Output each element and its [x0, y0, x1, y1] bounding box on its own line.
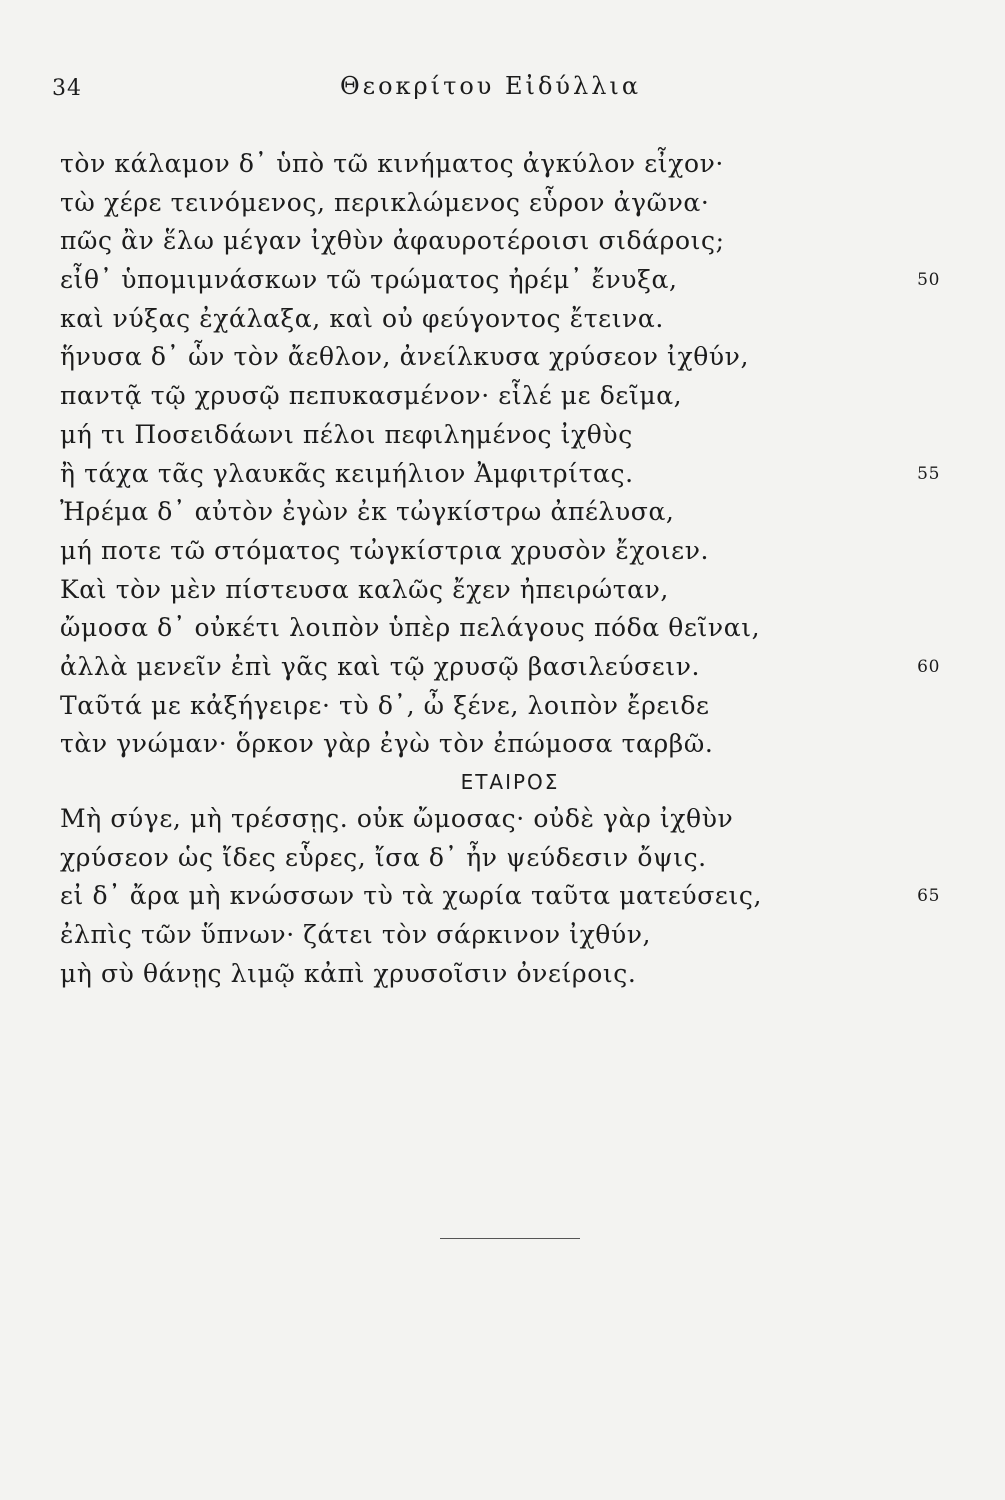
verse-line: [60, 532, 940, 571]
verse-text: χρύσεον ὡς ἴδες εὗρες, ἴσα δ᾽ ἦν ψεύδεσιν ὄψις.: [60, 842, 707, 872]
verse-text: καὶ νύξας ἐχάλαξα, καὶ οὐ φεύγοντος ἔτεινα.: [60, 303, 664, 333]
verse-text: Ταῦτά με κἀξήγειρε· τὺ δ᾽, ὦ ξένε, λοιπὸν ἔρειδε: [60, 690, 710, 720]
verse-line: [60, 687, 940, 726]
verse-line: [60, 300, 940, 339]
verse-text: πῶς ἂν ἕλω μέγαν ἰχθὺν ἀφαυροτέροισι σιδάροις;: [60, 226, 725, 256]
verse-text: Καὶ τὸν μὲν πίστευσα καλῶς ἔχεν ἠπειρώταν,: [60, 574, 669, 604]
running-title: Θεοκρίτου Εἰδύλλια: [340, 72, 642, 100]
verse-text: μή ποτε τῶ στόματος τὠγκίστρια χρυσὸν ἔχοιεν.: [60, 535, 710, 565]
line-number: 55: [917, 463, 940, 484]
verse-line: [60, 222, 940, 261]
line-number: 60: [917, 656, 940, 677]
verse-line: [60, 261, 940, 300]
verse-text: εἰ δ᾽ ἄρα μὴ κνώσσων τὺ τὰ χωρία ταῦτα ματεύσεις,: [60, 881, 762, 911]
verse-line: [60, 455, 940, 494]
line-number: 50: [917, 270, 940, 291]
verse-line: [60, 800, 940, 839]
verse-line: [60, 725, 940, 764]
verse-text: μὴ σὺ θάνῃς λιμῷ κἀπὶ χρυσοῖσιν ὀνείροις.: [60, 958, 637, 988]
verse-line: [60, 839, 940, 878]
verse-text: ἀλλὰ μενεῖν ἐπὶ γᾶς καὶ τῷ χρυσῷ βασιλεύσειν.: [60, 651, 701, 681]
verse-line: [60, 416, 940, 455]
verse-block: [60, 145, 940, 993]
verse-text: τὸν κάλαμον δ᾽ ὑπὸ τῶ κινήματος ἀγκύλον εἶχον·: [60, 149, 724, 178]
line-number: 65: [917, 886, 940, 907]
verse-text: ἥνυσα δ᾽ ὧν τὸν ἄεθλον, ἀνείλκυσα χρύσεον ἰχθύν,: [60, 342, 749, 372]
verse-line: [60, 145, 940, 184]
verse-line: [60, 877, 940, 916]
verse-line: [60, 955, 940, 994]
verse-line: [60, 338, 940, 377]
verse-line: [60, 493, 940, 532]
verse-text: τὼ χέρε τεινόμενος, περικλώμενος εὗρον ἀγῶνα·: [60, 187, 710, 217]
verse-line: [60, 571, 940, 610]
verse-text: τὰν γνώμαν· ὅρκον γὰρ ἐγὼ τὸν ἐπώμοσα ταρβῶ.: [60, 729, 714, 759]
verse-text: εἶθ᾽ ὑπομιμνάσκων τῶ τρώματος ἠρέμ᾽ ἔνυξα,: [60, 265, 678, 295]
verse-text: παντᾷ τῷ χρυσῷ πεπυκασμένον· εἷλέ με δεῖμα,: [60, 381, 683, 411]
page-number: 34: [52, 76, 82, 101]
verse-text: μή τι Ποσειδάωνι πέλοι πεφιλημένος ἰχθὺς: [60, 419, 633, 449]
verse-line: [60, 916, 940, 955]
section-divider: [440, 1238, 580, 1239]
verse-text: ἢ τάχα τᾶς γλαυκᾶς κειμήλιον Ἀμφιτρίτας.: [60, 458, 634, 488]
verse-line: [60, 609, 940, 648]
verse-line: [60, 184, 940, 223]
speaker-name: ΕΤΑΙΡΟΣ: [460, 770, 560, 794]
verse-text: ὤμοσα δ᾽ οὐκέτι λοιπὸν ὑπὲρ πελάγους πόδα θεῖναι,: [60, 613, 761, 643]
verse-text: ἐλπὶς τῶν ὕπνων· ζάτει τὸν σάρκινον ἰχθύν,: [60, 920, 652, 950]
speaker-heading: [60, 764, 940, 800]
verse-text: Ἠρέμα δ᾽ αὐτὸν ἐγὼν ἐκ τὠγκίστρω ἀπέλυσα,: [60, 497, 675, 527]
verse-text: Μὴ σύγε, μὴ τρέσσῃς. οὐκ ὤμοσας· οὐδὲ γὰρ ἰχθὺν: [60, 804, 734, 833]
verse-line: [60, 648, 940, 687]
verse-line: [60, 377, 940, 416]
